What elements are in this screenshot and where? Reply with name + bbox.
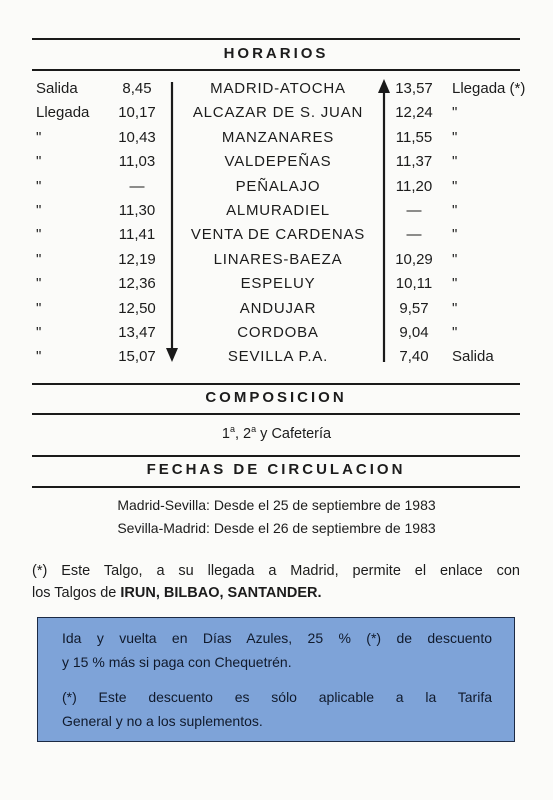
outbound-time: 11,30 [118,202,156,219]
composicion-top-rule [32,383,520,385]
return-label: Llegada (*) [452,80,526,97]
outbound-time: 11,03 [118,153,156,171]
return-time: 9,04 [399,324,429,341]
timetable-row [0,348,553,372]
departure-label: " [36,153,42,171]
timetable-row [0,153,553,177]
departure-label: " [36,299,42,317]
return-time: 7,40 [399,348,429,366]
return-time: 10,11 [395,275,433,293]
timetable-row [0,129,553,153]
station-name: VALDEPEÑAS [224,153,332,171]
return-time: 9,57 [399,299,429,317]
return-label: Salida [452,348,494,366]
departure-label: " [36,202,42,219]
outbound-time: 15,07 [118,348,156,366]
composicion-text: 1$^a$, 2$^a$ y Cafetería [221,424,332,442]
return-time: 13,57 [395,80,433,97]
station-name: LINARES-BAEZA [213,250,343,268]
departure-label: " [36,324,42,341]
fechas-madrid-sevilla: Madrid-Sevilla: Desde el 25 de septiembre de 1983 [117,497,436,513]
return-label: " [452,104,458,122]
station-name: VENTA DE CARDENAS [190,226,366,244]
timetable-row [0,178,553,202]
outbound-time: 10,43 [118,128,156,146]
promo-line-2: y 15 % más si paga con Chequetrén. [62,654,292,670]
outbound-time: 12,36 [118,275,156,293]
composicion-bottom-rule [32,413,520,415]
fechas-sevilla-madrid: Sevilla-Madrid: Desde el 26 de septiembre de 1983 [117,520,436,536]
return-label: " [452,128,458,146]
fechas-bottom-rule [32,486,520,488]
promo-line-1: Ida y vuelta en Días Azules, 25 % (*) de descuento [62,630,492,646]
station-name: SEVILLA P.A. [227,348,329,366]
departure-label: " [36,177,42,195]
departure-label: " [36,348,42,366]
return-time: — [406,202,422,219]
return-label: " [452,250,458,268]
return-label: " [452,153,458,171]
departure-label: " [36,128,42,146]
promo-paragraph-2 [62,685,492,733]
outbound-time: — [129,177,145,195]
promo-box [37,617,515,742]
horarios-bottom-rule [32,69,520,71]
composicion-title: COMPOSICION [205,389,347,406]
return-label: " [452,299,458,317]
horarios-top-rule [32,38,520,40]
promo-line-3: (*) Este descuento es sólo aplicable a la Tarifa [62,689,492,705]
departure-label: Llegada [36,104,90,122]
promo-paragraph-1 [62,626,492,674]
outbound-time: 11,41 [118,226,156,244]
return-label: " [452,324,458,341]
outbound-time: 13,47 [118,324,156,341]
return-time: 12,24 [395,104,433,122]
timetable-row [0,300,553,324]
station-name: ALMURADIEL [226,202,330,219]
nota-line-2: los Talgos de IRUN, BILBAO, SANTANDER. [32,585,322,601]
station-name: CORDOBA [237,324,319,341]
down-arrow-icon [165,82,179,364]
timetable-row [0,202,553,226]
up-arrow-icon [377,78,391,364]
return-label: " [452,202,458,219]
timetable-row [0,104,553,128]
return-label: " [452,177,458,195]
outbound-time: 12,19 [118,250,156,268]
nota-line-1: (*) Este Talgo, a su llegada a Madrid, permite el enlace con [32,563,520,579]
return-label: " [452,226,458,244]
outbound-time: 8,45 [122,80,152,97]
return-time: 11,37 [395,153,433,171]
outbound-time: 12,50 [118,299,156,317]
timetable-row [0,275,553,299]
fechas-top-rule [32,455,520,457]
outbound-time: 10,17 [118,104,156,122]
timetable-row [0,251,553,275]
station-name: MADRID-ATOCHA [210,80,346,97]
return-time: 11,55 [395,128,433,146]
fechas-title: FECHAS DE CIRCULACION [146,461,406,478]
station-name: PEÑALAJO [235,177,321,195]
station-name: ALCAZAR DE S. JUAN [192,104,364,122]
return-time: — [406,226,422,244]
departure-label: Salida [36,80,78,97]
station-name: ANDUJAR [239,299,317,317]
horarios-title: HORARIOS [223,45,329,62]
station-name: ESPELUY [240,275,316,293]
departure-label: " [36,275,42,293]
nota-enlace [32,560,520,604]
return-time: 11,20 [395,177,433,195]
departure-label: " [36,250,42,268]
departure-label: " [36,226,42,244]
timetable-row [0,226,553,250]
timetable-row [0,324,553,348]
promo-line-4: General y no a los suplementos. [62,713,263,729]
timetable-row [0,80,553,104]
return-time: 10,29 [395,250,433,268]
station-name: MANZANARES [221,128,335,146]
return-label: " [452,275,458,293]
